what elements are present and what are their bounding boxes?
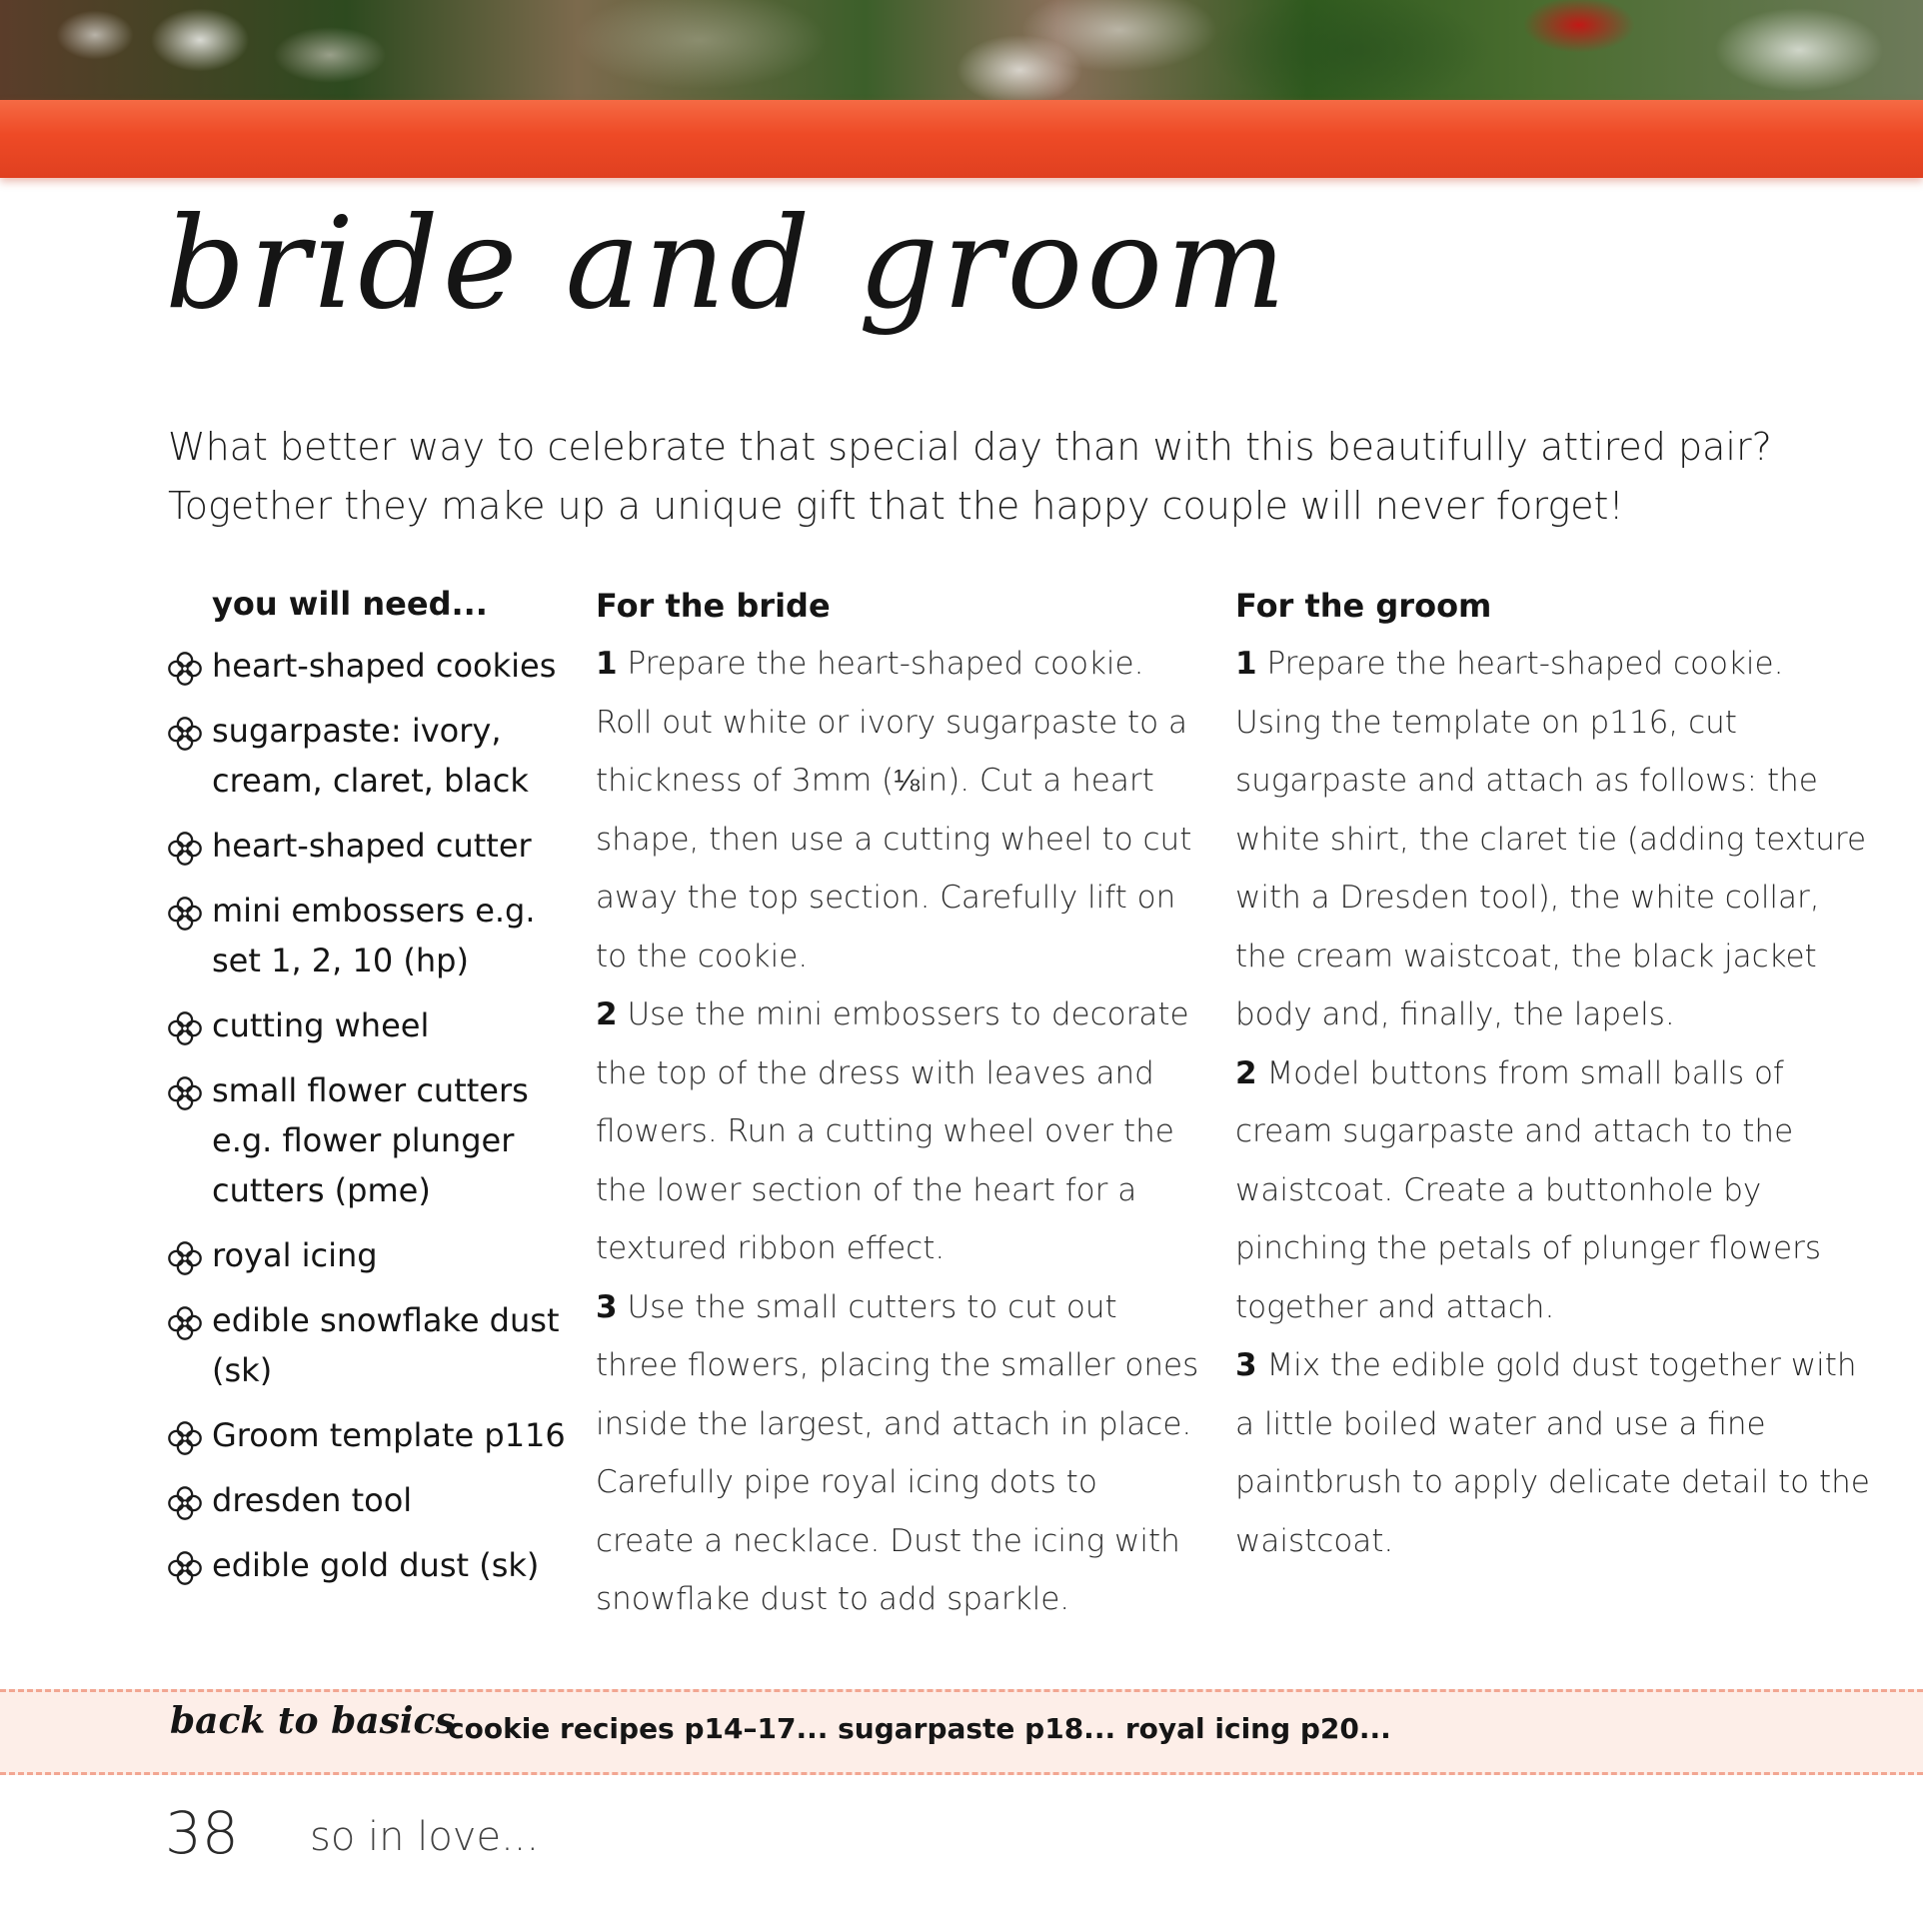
flower-bullet-icon bbox=[166, 1074, 204, 1112]
step-number: 1 bbox=[596, 646, 618, 682]
step-number: 3 bbox=[596, 1288, 618, 1325]
needs-item bbox=[166, 1065, 571, 1215]
step-number: 2 bbox=[596, 996, 618, 1032]
flower-bullet-icon bbox=[166, 830, 204, 868]
needs-item-label: sugarpaste: ivory, cream, claret, black bbox=[212, 712, 529, 800]
step-text: Mix the edible gold dust together with a little boiled water and use a fine paintbrush to apply delicate detail to the waistcoat. bbox=[1235, 1347, 1870, 1559]
needs-item bbox=[166, 1410, 571, 1460]
you-will-need-list bbox=[166, 585, 571, 1605]
flower-bullet-icon bbox=[166, 895, 204, 933]
intro-paragraph: What better way to celebrate that special day than with this beautifully attired pair? Together they make up a unique gift that the happy couple will never forget! bbox=[168, 425, 1772, 528]
needs-item-label: royal icing bbox=[212, 1236, 378, 1274]
needs-item bbox=[166, 706, 571, 806]
needs-item-label: mini embossers e.g. set 1, 2, 10 (hp) bbox=[212, 892, 536, 979]
page-number: 38 bbox=[165, 1799, 239, 1867]
needs-item-label: heart-shaped cutter bbox=[212, 827, 532, 865]
flower-bullet-icon bbox=[166, 1419, 204, 1457]
step-number: 3 bbox=[1235, 1347, 1257, 1383]
step-number: 1 bbox=[1235, 646, 1257, 682]
needs-item bbox=[166, 1000, 571, 1050]
step-text: Prepare the heart-shaped cookie. Roll out white or ivory sugarpaste to a thickness of 3mm (⅛in). Cut a heart shape, then use a cutting wheel to cut away the top section. Carefully lift on to the cookie. bbox=[596, 646, 1192, 974]
red-ribbon-band bbox=[0, 100, 1923, 178]
needs-item-label: dresden tool bbox=[212, 1481, 413, 1519]
needs-heading: you will need... bbox=[212, 585, 488, 623]
page-title: bride and groom bbox=[165, 190, 1290, 337]
needs-item-label: edible gold dust (sk) bbox=[212, 1546, 540, 1584]
needs-items bbox=[166, 641, 571, 1590]
needs-item bbox=[166, 1540, 571, 1590]
flower-bullet-icon bbox=[166, 715, 204, 753]
needs-item-label: edible snowflake dust (sk) bbox=[212, 1301, 560, 1389]
needs-item-label: Groom template p116 bbox=[212, 1416, 566, 1454]
needs-item bbox=[166, 1295, 571, 1395]
needs-item-label: heart-shaped cookies bbox=[212, 647, 557, 685]
flower-bullet-icon bbox=[166, 1549, 204, 1587]
step-text: Model buttons from small balls of cream sugarpaste and attach to the waistcoat. Create a buttonhole by pinching the petals of plunger flowers together and attach. bbox=[1235, 1054, 1822, 1325]
bride-heading: For the bride bbox=[596, 587, 831, 625]
flower-bullet-icon bbox=[166, 650, 204, 688]
needs-item-label: small flower cutters e.g. flower plunger cutters (pme) bbox=[212, 1071, 529, 1209]
flower-bullet-icon bbox=[166, 1304, 204, 1342]
flower-bullet-icon bbox=[166, 1009, 204, 1047]
needs-item bbox=[166, 1475, 571, 1525]
step-text: Use the mini embossers to decorate the top of the dress with leaves and flowers. Run a cutting wheel over the the lower section of the heart for a textured ribbon effect. bbox=[596, 996, 1189, 1266]
back-to-basics-label: back to basics bbox=[170, 1700, 456, 1742]
back-to-basics-links: cookie recipes p14–17... sugarpaste p18... royal icing p20... bbox=[448, 1712, 1391, 1745]
chapter-title: so in love... bbox=[310, 1814, 540, 1860]
needs-item bbox=[166, 821, 571, 871]
needs-item-label: cutting wheel bbox=[212, 1006, 430, 1044]
groom-instructions bbox=[1235, 585, 1875, 1570]
flower-bullet-icon bbox=[166, 1239, 204, 1277]
step-text: Prepare the heart-shaped cookie. Using the template on p116, cut sugarpaste and attach as follows: the white shirt, the claret tie (adding texture with a Dresden tool), the white collar, the cream waistcoat, the black jacket body and, finally, the lapels. bbox=[1235, 646, 1867, 1032]
groom-heading: For the groom bbox=[1235, 587, 1492, 625]
needs-item bbox=[166, 886, 571, 985]
groom-steps bbox=[1235, 635, 1875, 1570]
step-number: 2 bbox=[1235, 1054, 1257, 1091]
back-to-basics-band bbox=[0, 1689, 1923, 1775]
needs-item bbox=[166, 1230, 571, 1280]
needs-item bbox=[166, 641, 571, 691]
flower-bullet-icon bbox=[166, 1484, 204, 1522]
bride-instructions bbox=[596, 585, 1205, 1629]
bride-steps bbox=[596, 635, 1205, 1629]
step-text: Use the small cutters to cut out three flowers, placing the smaller ones inside the largest, and attach in place. Carefully pipe royal icing dots to create a necklace. Dust the icing with snowflake dust to add sparkle. bbox=[596, 1288, 1199, 1617]
